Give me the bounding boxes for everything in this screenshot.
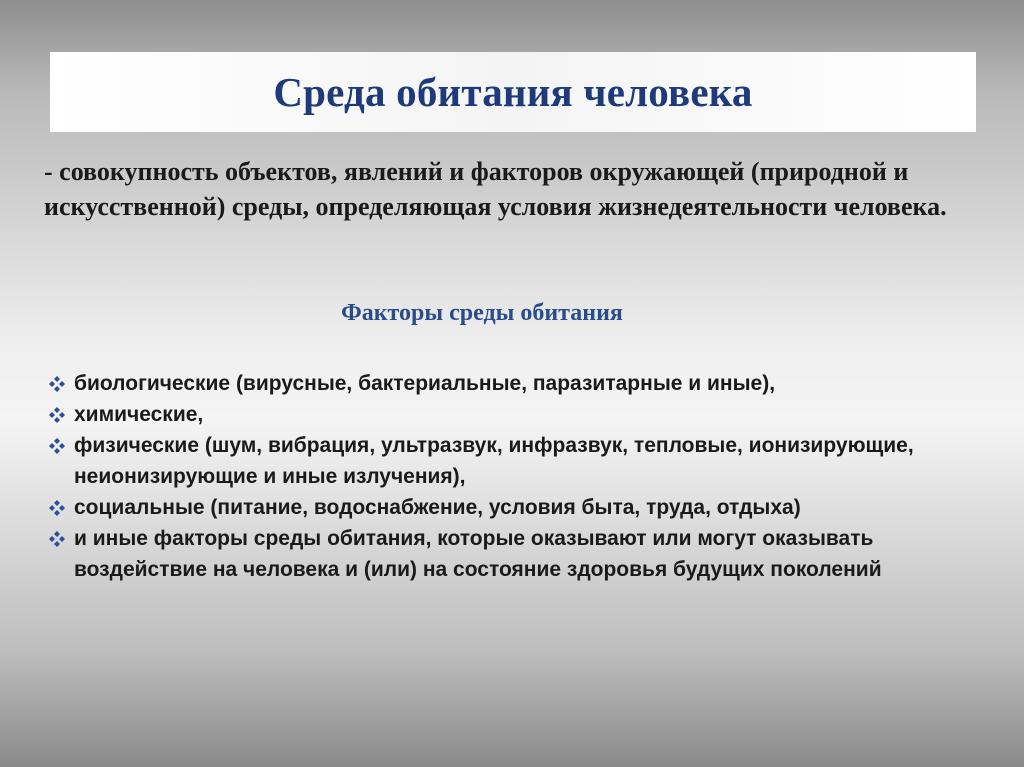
factor-item bbox=[48, 492, 998, 523]
factor-list bbox=[48, 368, 998, 585]
four-diamond-bullet-icon bbox=[48, 406, 66, 424]
four-diamond-bullet-icon bbox=[48, 499, 66, 517]
four-diamond-bullet-icon bbox=[48, 375, 66, 393]
factors-heading bbox=[0, 300, 1024, 327]
definition-text: - совокупность объектов, явлений и факторов окружающей (природной и искусственной) среды, определяющая условия жизнедеятельности человека. bbox=[44, 157, 947, 221]
factor-text: социальные (питание, водоснабжение, условия быта, труда, отдыха) bbox=[74, 496, 801, 519]
factor-text: физические (шум, вибрация, ультразвук, инфразвук, тепловые, ионизирующие, неионизирующие и иные излучения), bbox=[74, 434, 914, 488]
factor-text: химические, bbox=[74, 403, 204, 426]
four-diamond-bullet-icon bbox=[48, 437, 66, 455]
factor-item bbox=[48, 399, 998, 430]
four-diamond-bullet-icon bbox=[48, 530, 66, 548]
factor-item bbox=[48, 430, 998, 492]
title-box bbox=[50, 52, 976, 132]
factor-item bbox=[48, 523, 998, 585]
factor-item bbox=[48, 368, 998, 399]
factors-heading-text: Факторы среды обитания bbox=[341, 300, 623, 326]
factor-text: биологические (вирусные, бактериальные, паразитарные и иные), bbox=[74, 372, 776, 395]
slide-title: Среда обитания человека bbox=[273, 69, 753, 115]
factor-text: и иные факторы среды обитания, которые оказывают или могут оказывать воздействие на человека и (или) на состояние здоровья будущих поколений bbox=[74, 527, 882, 581]
